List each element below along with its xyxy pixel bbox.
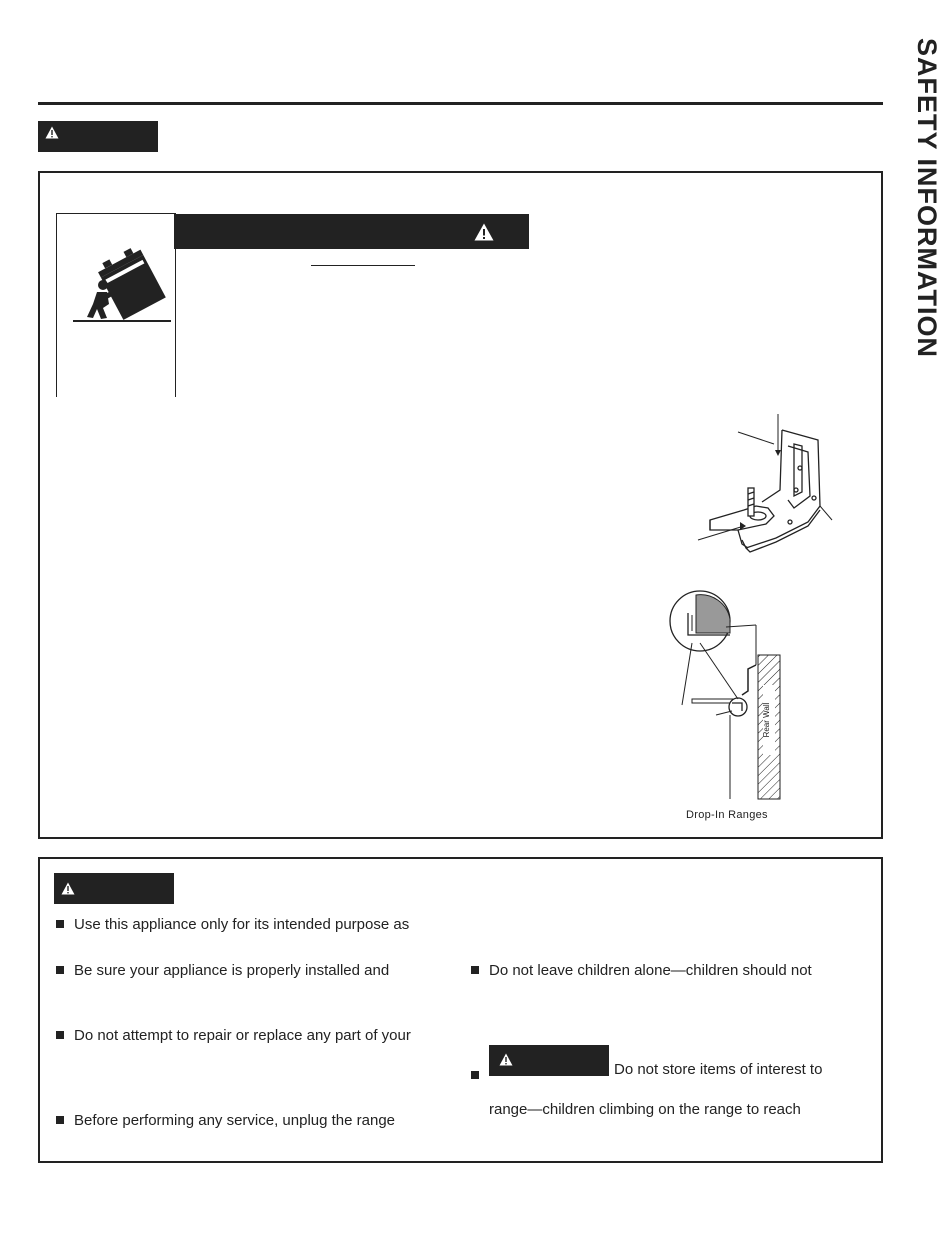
side-title: SAFETY INFORMATION	[912, 38, 942, 358]
bullet-icon	[56, 1116, 64, 1124]
warning-header-bar	[174, 214, 529, 249]
header-rule	[38, 102, 883, 105]
list-item: Do not leave children alone—children should not	[471, 962, 812, 979]
rear-wall-label: Rear Wall	[762, 702, 771, 738]
list-item-text: Do not store items of interest to	[614, 1061, 823, 1078]
bullet-icon-wrap	[471, 1067, 489, 1085]
bullet-icon	[56, 920, 64, 928]
warning-triangle-icon	[45, 126, 59, 139]
list-item: Before performing any service, unplug the range	[56, 1112, 395, 1129]
heading-underline	[311, 265, 415, 266]
bullet-icon	[56, 1031, 64, 1039]
anti-tip-bracket-figure	[690, 410, 850, 565]
list-item: Use this appliance only for its intended purpose as	[56, 916, 409, 933]
drop-in-range-figure	[660, 585, 800, 805]
bullet-icon	[471, 1071, 479, 1079]
bullet-icon	[471, 966, 479, 974]
figure-caption: Drop-In Ranges	[686, 809, 768, 821]
range-tip-over-icon	[57, 242, 175, 362]
warning-triangle-icon	[61, 882, 75, 895]
list-item-text: range—children climbing on the range to reach	[489, 1101, 801, 1118]
list-item: Do not attempt to repair or replace any part of your	[56, 1027, 411, 1044]
tip-icon-panel	[56, 213, 176, 397]
warning-badge	[489, 1045, 609, 1076]
warning-triangle-icon	[499, 1053, 513, 1066]
warning-badge	[54, 873, 174, 904]
warning-badge	[38, 121, 158, 152]
bullet-icon	[56, 966, 64, 974]
list-item: Be sure your appliance is properly installed and	[56, 962, 389, 979]
warning-triangle-icon	[474, 223, 494, 241]
